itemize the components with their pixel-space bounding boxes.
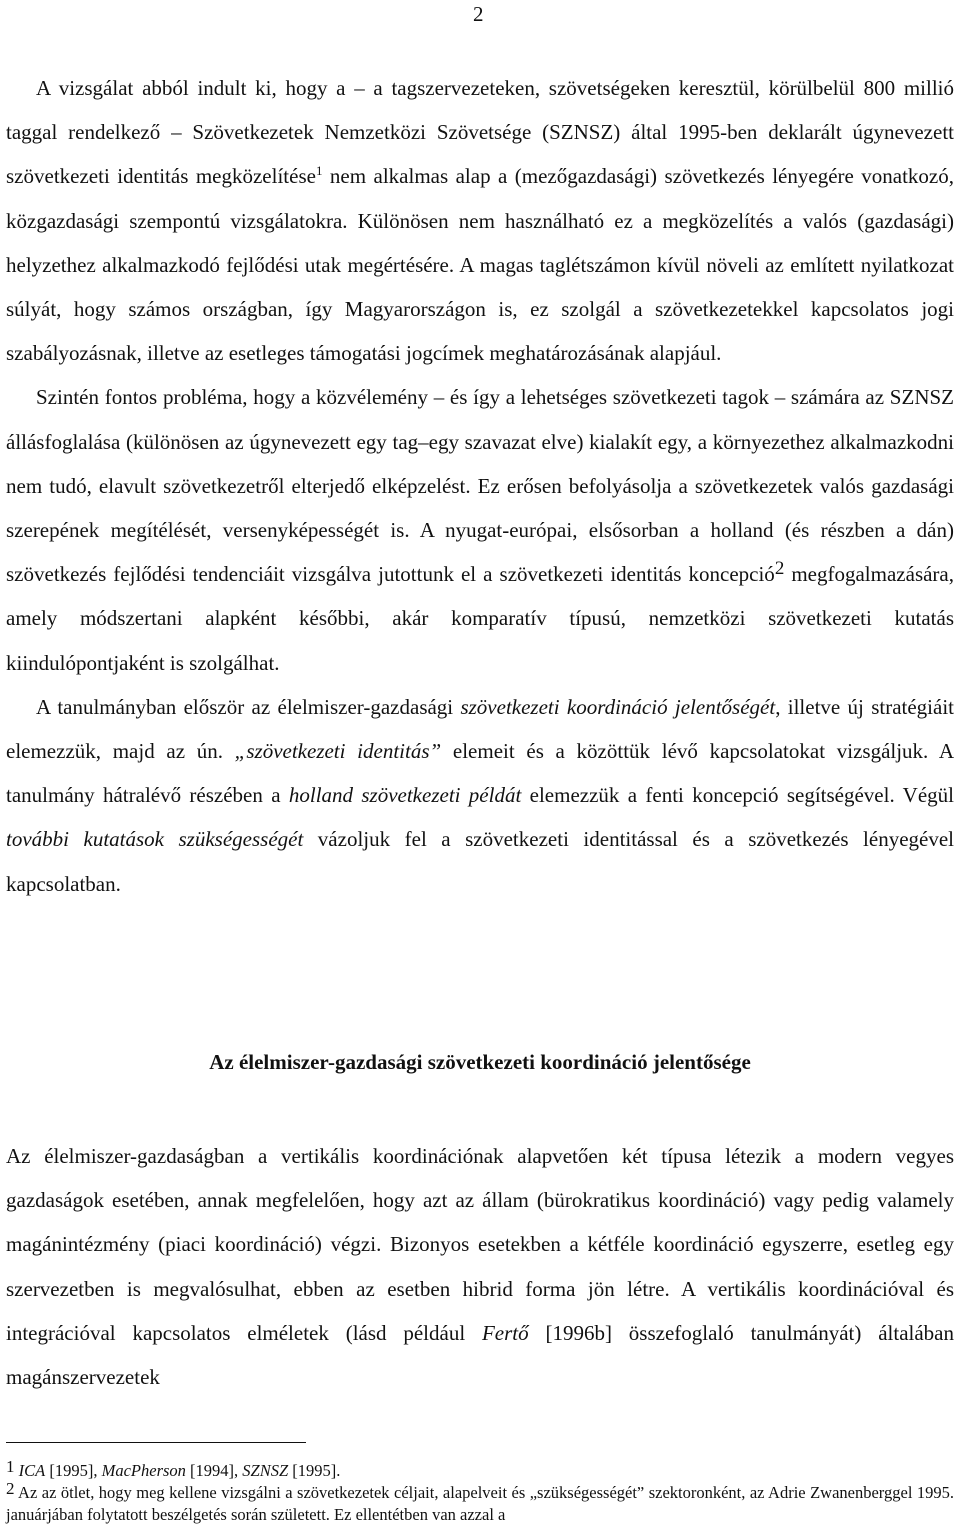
footnote-1-text-1: [1995],: [45, 1461, 102, 1480]
paragraph-2: [6, 375, 954, 684]
section-paragraph-text-b: [1996b] összefoglaló tanulmányát) általában magánszervezetek: [6, 1320, 954, 1390]
paragraph-3-emphasis-2: „szövetkezeti identitás”: [234, 739, 442, 764]
section-heading: Az élelmiszer-gazdasági szövetkezeti koordináció jelentősége: [209, 1050, 751, 1074]
footnote-1-text-3: [1995].: [288, 1461, 341, 1480]
footnote-1-source-1: ICA: [18, 1461, 46, 1480]
paragraph-1-text-a: A vizsgálat abból indult ki, hogy a – a tagszervezeteken, szövetségeken keresztül, körülbelül 800 millió taggal rendelkező – Szövetkezetek Nemzetközi Szövetsége (SZNSZ) által 1995-ben deklarált úgynevezett szövetkezeti identitás megközelítése: [6, 76, 954, 189]
paragraph-3-emphasis-3: holland szövetkezeti példát: [288, 783, 522, 808]
paragraph-3-text-b: , illetve új stratégiáit elemezzük, majd az ún.: [6, 694, 954, 764]
paragraph-3-emphasis-1: szövetkezeti koordináció jelentőségét: [460, 694, 776, 719]
section-paragraph-text-a: Az élelmiszer-gazdaságban a vertikális koordinációnak alapvetően két típusa létezik a modern vegyes gazdaságok esetében, annak megfelelően, hogy azt az állam (bürokratikus koordináció) vagy pedig valamely magánintézmény (piaci koordináció) végzi. Bizonyos esetekben a kétféle koordináció egyszerre, esetleg egy szervezetben is megvalósulhat, ebben az esetben hibrid forma jön létre. A vertikális koordinációval és integrációval kapcsolatos elméletek (lásd például: [6, 1144, 954, 1345]
page-number: 2: [473, 2, 484, 26]
intro-text: [6, 66, 954, 906]
footnote-1-source-2: MacPherson: [101, 1461, 186, 1480]
paragraph-1: [6, 66, 954, 375]
paragraph-3-text-a: A tanulmányban először az élelmiszer-gazdasági: [36, 694, 461, 719]
section-text: [6, 1134, 954, 1399]
paragraph-2-text-a: Szintén fontos probléma, hogy a közvélemény – és így a lehetséges szövetkezeti tagok – számára az SZNSZ állásfoglalása (különösen az úgynevezett egy tag–egy szavazat elve) kialakít egy, a környezethez alkalmazkodni nem tudó, elavult szövetkezetről elterjedő elképzelést. Ez erősen befolyásolja a szövetkezetek valós gazdasági szerepének megítélését, versenyképességét is. A nyugat-európai, elsősorban a holland (és részben a dán) szövetkezés fejlődési tendenciáit vizsgálva jutottunk el a szövetkezeti identitás koncepció: [6, 385, 954, 587]
paragraph-2-text-b: megfogalmazására, amely módszertani alapként későbbi, akár komparatív típusú, nemzetközi szövetkezeti kutatás kiindulópontjaként is szolgálhat.: [6, 562, 954, 675]
section-paragraph-author: Fertő: [481, 1320, 529, 1345]
footnote-divider: [6, 1442, 306, 1443]
footnote-1-mark: 1: [6, 1457, 15, 1476]
paragraph-3-text-d: elemezzük a fenti koncepció segítségével. Végül: [521, 783, 954, 808]
footnote-2: [6, 1479, 954, 1526]
footnotes: [6, 1457, 954, 1526]
paragraph-3-emphasis-4: további kutatások szükségességét: [6, 827, 304, 852]
footnote-2-text: Az az ötlet, hogy meg kellene vizsgálni a szövetkezetek céljait, alapelveit és „szükségességét” szektoronként, az Adrie Zwanenberggel 1995. januárjában folytatott beszélgetés során született. Ez ellentétben van azzal a: [6, 1483, 954, 1524]
paragraph-1-text-b: nem alkalmas alap a (mezőgazdasági) szövetkezés lényegére vonatkozó, közgazdasági szempontú vizsgálatokra. Különösen nem használható ez a megközelítés a valós (gazdasági) helyzethez alkalmazkodó fejlődési utak megértésére. A magas taglétszámon kívül növeli az említett nyilatkozat súlyát, hogy számos országban, így Magyarországon is, ez szolgál a szövetkezetekkel kapcsolatos jogi szabályozásnak, illetve az esetleges támogatási jogcímek meghatározásának alapjául.: [6, 164, 955, 366]
footnote-ref-1[interactable]: 1: [315, 163, 323, 179]
footnote-1-source-3: SZNSZ: [242, 1461, 289, 1480]
footnote-2-mark: 2: [6, 1479, 15, 1498]
footnote-1-text-2: [1994],: [185, 1461, 243, 1480]
footnote-ref-2[interactable]: 2: [774, 558, 785, 580]
footnote-1: [6, 1457, 954, 1482]
section-paragraph: [6, 1134, 954, 1399]
paragraph-3: [6, 685, 954, 906]
paragraph-3-text-c: elemeit és a közöttük lévő kapcsolatokat vizsgáljuk. A tanulmány hátralévő részében a: [6, 739, 954, 808]
paragraph-3-text-e: vázoljuk fel a szövetkezeti identitással és a szövetkezés lényegével kapcsolatban.: [6, 827, 954, 896]
